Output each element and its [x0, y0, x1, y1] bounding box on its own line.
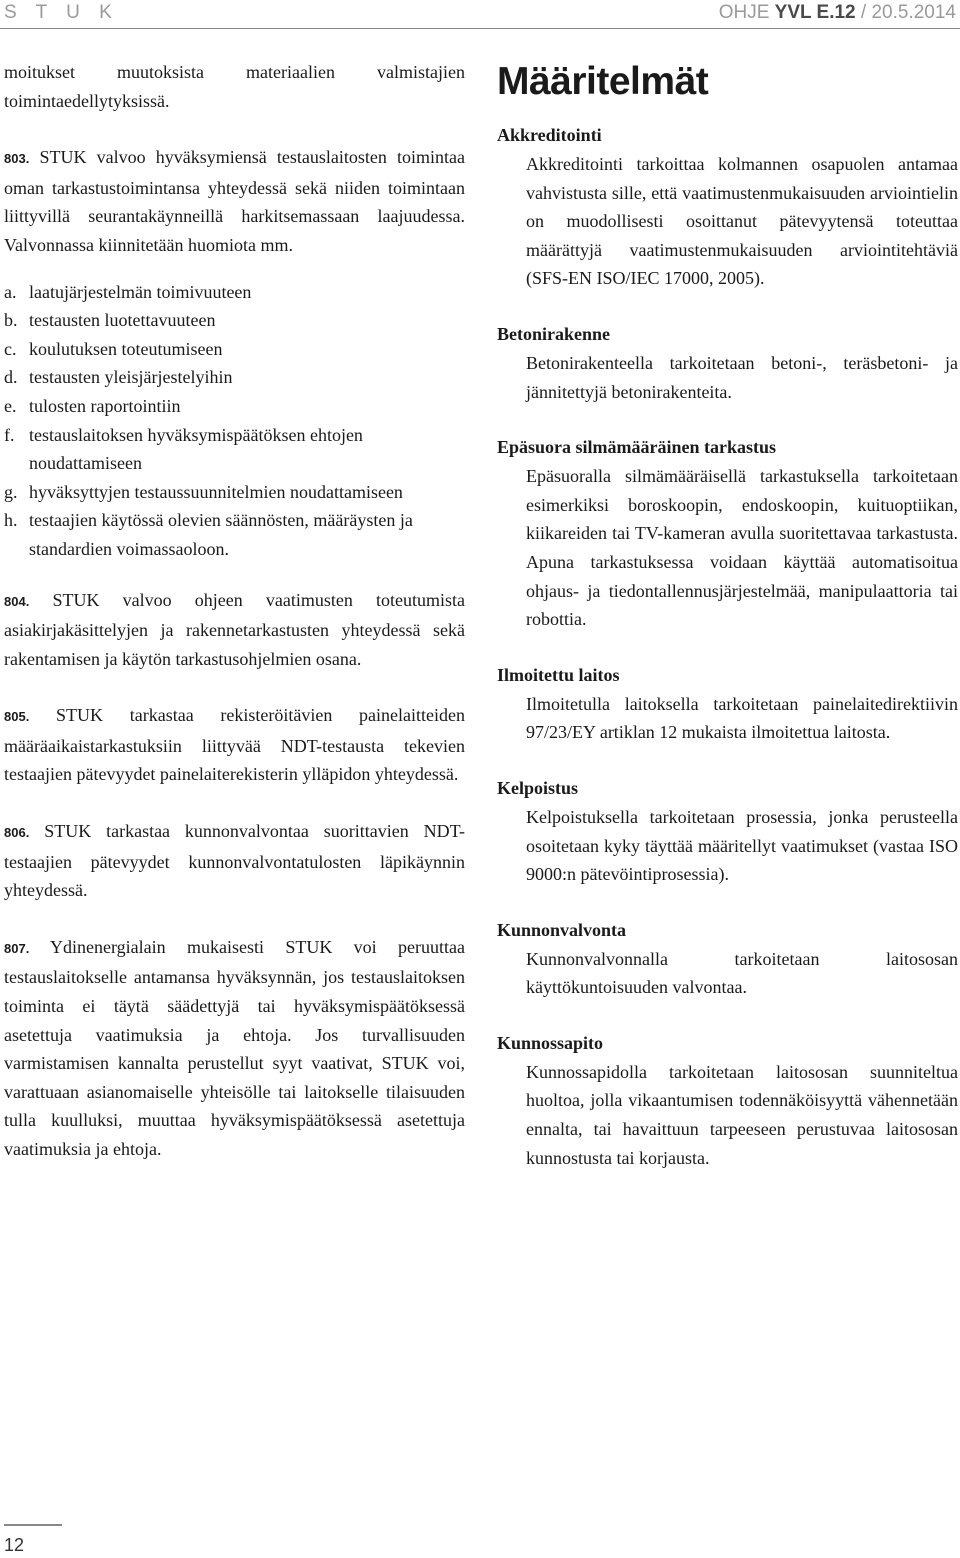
section-title: Määritelmät	[497, 60, 709, 103]
paragraph-803	[4, 143, 465, 259]
paragraph-text: STUK tarkastaa kunnonvalvontaa suorittavien NDT-testaajien pätevyydet kunnonvalvontatulosten läpikäynnin yhteydessä.	[4, 821, 465, 901]
list-marker: a.	[4, 281, 17, 302]
page-header	[0, 0, 960, 30]
paragraph-804	[4, 586, 465, 674]
list-marker: h.	[4, 510, 18, 531]
paragraph-number: 804.	[4, 593, 30, 609]
definition-term: Akkreditointi	[497, 125, 602, 145]
list-marker: d.	[4, 367, 18, 388]
list-text: testausten yleisjärjestelyihin	[29, 367, 233, 388]
list-marker: b.	[4, 310, 18, 331]
definition-term: Kunnonvalvonta	[497, 919, 627, 940]
guide-date: / 20.5.2014	[855, 2, 956, 23]
paragraph-number: 807.	[4, 940, 30, 956]
definition-term: Kunnossapito	[497, 1032, 604, 1053]
paragraph-text: Ydinenergialain mukaisesti STUK voi peruuttaa testauslaitokselle antamansa hyväksynnän, jos testauslaitoksen toiminta ei täytä säädettyjä tai hyväksymispäätöksessä asetettuja vaatimuksia ja ehtoja. Jos turvallisuuden varmistamisen kannalta perustellut syyt vaativat, STUK voi, varattuaan asianomaiselle yhteisölle tai laitokselle tilaisuuden tulla kuulluksi, muuttaa hyväksymispäätöksessä asetettuja vaatimuksia ja ehtoja.	[4, 936, 465, 1159]
left-column	[4, 58, 465, 1192]
list-item	[4, 392, 465, 421]
page-number: 12	[4, 1535, 25, 1555]
list-text: testausten luotettavuuteen	[29, 310, 216, 331]
list-marker: e.	[4, 395, 17, 416]
paragraph-text: STUK valvoo hyväksymiensä testauslaitosten toimintaa oman tarkastustoimintansa yhteydessä sekä niiden toimintaan liittyvillä seurantakäynneillä harkitsemassaan laajuudessa. Valvonnassa kiinnitetään huomiota mm.	[4, 147, 465, 255]
list-text: laatujärjestelmän toimivuuteen	[29, 281, 252, 302]
definition-text: Kunnossapidolla tarkoitetaan laitososan suunniteltua huoltoa, jolla vikaantumisen todennäköisyyttä vähennetään ennalta, tai havaittuun tarpeeseen perustuvaa laitososan kunnostusta tai korjausta.	[526, 1061, 958, 1168]
list-text: tulosten raportointiin	[29, 395, 181, 416]
paragraph-number: 806.	[4, 825, 30, 841]
paragraph-number: 803.	[4, 151, 30, 167]
definition-text: Ilmoitetulla laitoksella tarkoitetaan painelaitedirektiivin 97/23/EY artiklan 12 mukaista ilmoitettua laitosta.	[526, 693, 958, 743]
list-item	[4, 335, 465, 364]
list-item	[4, 306, 465, 335]
definition-text: Epäsuoralla silmämääräisellä tarkastuksella tarkoitetaan esimerkiksi boroskoopin, endoskoopin, kuituoptiikan, kiikareiden tai TV-kameran avulla suoritettavaa tarkastusta. Apuna tarkastuksessa voidaan käyttää automatisoitua ohjaus- ja tiedontallennusjärjestelmää, manipulaattoria tai robottia.	[526, 466, 958, 630]
header-rule	[0, 28, 960, 29]
list-text: hyväksyttyjen testaussuunnitelmien noudattamiseen	[29, 481, 403, 502]
list-item	[4, 506, 465, 563]
inspection-list	[4, 278, 465, 564]
paragraph-806	[4, 817, 465, 905]
list-item	[4, 278, 465, 307]
definition-term: Epäsuora silmämääräinen tarkastus	[497, 437, 777, 458]
lead-paragraph: moitukset muutoksista materiaalien valmistajien toimintaedellytyksissä.	[4, 62, 465, 111]
brand-name: S T U K	[4, 2, 119, 23]
list-marker: f.	[4, 424, 15, 445]
list-item	[4, 478, 465, 507]
guide-prefix: OHJE	[718, 2, 775, 23]
guide-code: YVL E.12	[774, 2, 856, 23]
definition-term: Betonirakenne	[497, 323, 611, 344]
list-text: testaajien käytössä olevien säännösten, määräysten ja standardien voimassaoloon.	[29, 510, 413, 559]
list-text: testauslaitoksen hyväksymispäätöksen ehtojen noudattamiseen	[29, 424, 363, 474]
paragraph-805	[4, 701, 465, 789]
definition-text: Kunnonvalvonnalla tarkoitetaan laitososan käyttökuntoisuuden valvontaa.	[526, 948, 958, 998]
list-marker: g.	[4, 481, 18, 502]
definition-text: Kelpoistuksella tarkoitetaan prosessia, jonka perusteella osoitetaan kyky täyttää määritellyt vaatimukset (vastaa ISO 9000:n pätevöintiprosessia).	[526, 806, 958, 885]
footer-rule	[4, 1524, 62, 1526]
list-marker: c.	[4, 338, 17, 359]
definition-text: Betonirakenteella tarkoitetaan betoni-, teräsbetoni- ja jännitettyjä betonirakenteita.	[526, 352, 958, 402]
paragraph-text: STUK valvoo ohjeen vaatimusten toteutumista asiakirjakäsittelyjen ja rakennetarkastusten yhteydessä sekä rakentamisen ja käytön tarkastusohjelmien osana.	[4, 589, 465, 669]
definition-term: Ilmoitettu laitos	[497, 664, 620, 685]
list-text: koulutuksen toteutumiseen	[29, 338, 223, 359]
paragraph-number: 805.	[4, 709, 30, 725]
paragraph-807	[4, 933, 465, 1164]
paragraph-text: STUK tarkastaa rekisteröitävien painelaitteiden määräaikaistarkastuksiin liittyvää NDT-testausta tekevien testaajien pätevyydet painelaiterekisterin ylläpidon yhteydessä.	[4, 705, 465, 785]
definition-text: Akkreditointi tarkoittaa kolmannen osapuolen antamaa vahvistusta sille, että vaatimustenmukaisuuden arviointielin on muodollisesti osoittanut pätevyytensä toteuttaa määrättyjä vaatimustenmukaisuuden arviointitehtäviä (SFS-EN ISO/IEC 17000, 2005).	[526, 154, 958, 289]
right-column	[497, 58, 958, 1200]
list-item	[4, 421, 465, 478]
definition-term: Kelpoistus	[497, 777, 579, 798]
list-item	[4, 363, 465, 392]
guide-reference	[719, 2, 956, 24]
